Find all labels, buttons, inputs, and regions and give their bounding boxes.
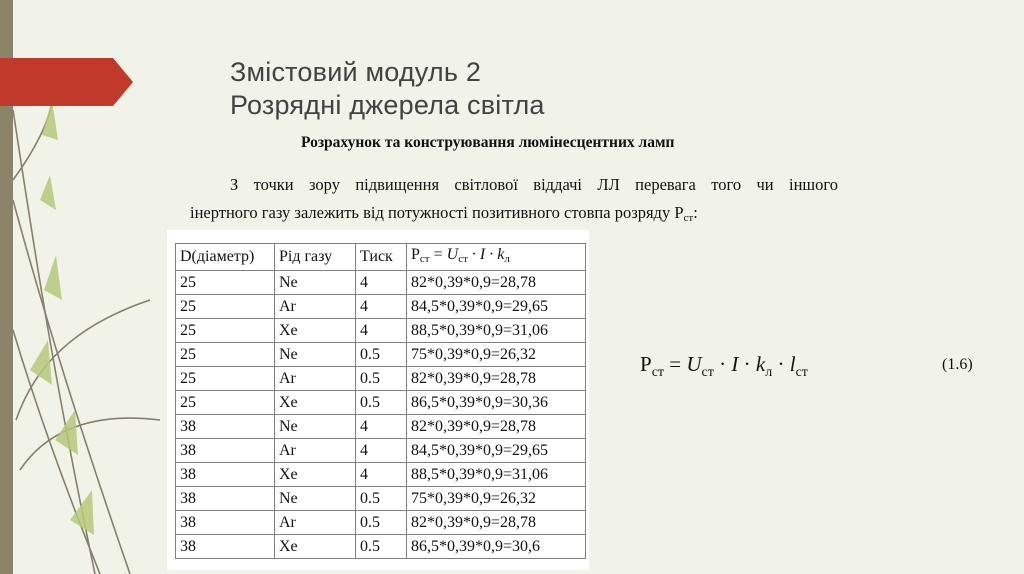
header-formula-sub2: ст — [458, 253, 468, 265]
gas-power-table — [175, 243, 586, 559]
header-formula — [407, 244, 586, 271]
formula-p-sub: ст — [651, 365, 665, 380]
cell-gas: Xe — [275, 535, 356, 559]
header-formula-sub1: ст — [419, 253, 430, 265]
cell-power: 75*0,39*0,9=26,32 — [407, 343, 586, 367]
cell-diameter: 25 — [176, 343, 275, 367]
cell-pressure: 4 — [356, 439, 407, 463]
cell-diameter: 38 — [176, 487, 275, 511]
cell-power: 82*0,39*0,9=28,78 — [407, 511, 586, 535]
cell-diameter: 25 — [176, 319, 275, 343]
cell-gas: Ar — [275, 295, 356, 319]
slide-title — [230, 56, 545, 122]
cell-power: 86,5*0,39*0,9=30,36 — [407, 391, 586, 415]
header-diameter: D(діаметр) — [176, 244, 275, 271]
table-row — [176, 463, 586, 487]
paragraph-line-1: З точки зору підвищення світлової віддачі ЛЛ перевага того чи іншого — [230, 175, 838, 194]
equation-number: (1.6) — [942, 356, 973, 373]
cell-diameter: 38 — [176, 511, 275, 535]
formula-dot-3: · — [772, 352, 790, 376]
cell-pressure: 0.5 — [356, 535, 407, 559]
formula-l-sub: ст — [795, 365, 808, 380]
header-formula-eq: = — [429, 246, 447, 263]
paragraph-line-2 — [190, 199, 838, 232]
power-formula — [640, 352, 808, 381]
cell-pressure: 4 — [356, 295, 407, 319]
cell-diameter: 38 — [176, 439, 275, 463]
cell-diameter: 25 — [176, 271, 275, 295]
table-row — [176, 343, 586, 367]
cell-diameter: 38 — [176, 415, 275, 439]
title-accent-arrow — [0, 58, 133, 106]
cell-gas: Ne — [275, 343, 356, 367]
paragraph-end: : — [693, 203, 698, 222]
header-formula-p: Р — [411, 246, 420, 263]
table-body — [176, 271, 586, 559]
header-gas: Рід газу — [275, 244, 356, 271]
cell-power: 88,5*0,39*0,9=31,06 — [407, 463, 586, 487]
table-row — [176, 367, 586, 391]
table-row — [176, 511, 586, 535]
header-formula-u: U — [446, 246, 459, 263]
table-row — [176, 319, 586, 343]
leaf-shape — [55, 410, 78, 455]
cell-pressure: 4 — [356, 463, 407, 487]
cell-gas: Xe — [275, 391, 356, 415]
formula-u-sub: ст — [701, 365, 714, 380]
cell-power: 84,5*0,39*0,9=29,65 — [407, 439, 586, 463]
table-header-row — [176, 244, 586, 271]
leaf-shape — [42, 100, 58, 140]
table-row — [176, 415, 586, 439]
cell-pressure: 0.5 — [356, 343, 407, 367]
table-row — [176, 391, 586, 415]
cell-gas: Ar — [275, 439, 356, 463]
formula-k-sub: л — [765, 365, 773, 380]
cell-pressure: 4 — [356, 415, 407, 439]
header-formula-rest: · I · k — [467, 246, 505, 263]
cell-pressure: 0.5 — [356, 391, 407, 415]
branch-line — [20, 418, 160, 470]
cell-pressure: 4 — [356, 319, 407, 343]
cell-diameter: 25 — [176, 391, 275, 415]
cell-gas: Ar — [275, 367, 356, 391]
section-heading: Розрахунок та конструювання люмінесцентних ламп — [301, 134, 675, 151]
table-row — [176, 535, 586, 559]
cell-gas: Ne — [275, 271, 356, 295]
table-row — [176, 439, 586, 463]
table-row — [176, 271, 586, 295]
title-line-2: Розрядні джерела світла — [230, 90, 545, 120]
table-image-panel — [167, 230, 589, 570]
leaf-shape — [40, 175, 56, 210]
cell-power: 82*0,39*0,9=28,78 — [407, 415, 586, 439]
cell-power: 75*0,39*0,9=26,32 — [407, 487, 586, 511]
paragraph-line-2-text: інертного газу залежить від потужності позитивного стовпа розряду Р — [190, 203, 684, 222]
cell-power: 86,5*0,39*0,9=30,6 — [407, 535, 586, 559]
cell-diameter: 38 — [176, 463, 275, 487]
cell-gas: Xe — [275, 463, 356, 487]
leaf-shape — [30, 340, 52, 385]
cell-power: 82*0,39*0,9=28,78 — [407, 367, 586, 391]
table-row — [176, 487, 586, 511]
formula-i: I — [731, 352, 739, 376]
formula-l: l — [789, 352, 796, 376]
cell-gas: Ne — [275, 415, 356, 439]
cell-pressure: 0.5 — [356, 367, 407, 391]
cell-diameter: 25 — [176, 295, 275, 319]
body-paragraph — [190, 171, 838, 232]
paragraph-subscript: ст — [683, 212, 694, 224]
cell-diameter: 25 — [176, 367, 275, 391]
formula-u: U — [686, 352, 702, 376]
cell-gas: Ar — [275, 511, 356, 535]
formula-dot-2: · — [738, 352, 756, 376]
formula-p: Р — [640, 352, 652, 376]
cell-pressure: 0.5 — [356, 511, 407, 535]
cell-power: 88,5*0,39*0,9=31,06 — [407, 319, 586, 343]
table-row — [176, 295, 586, 319]
cell-diameter: 38 — [176, 535, 275, 559]
cell-power: 84,5*0,39*0,9=29,65 — [407, 295, 586, 319]
title-line-1: Змістовий модуль 2 — [230, 57, 482, 87]
header-formula-sub3: л — [504, 253, 510, 265]
cell-pressure: 0.5 — [356, 487, 407, 511]
cell-pressure: 4 — [356, 271, 407, 295]
cell-power: 82*0,39*0,9=28,78 — [407, 271, 586, 295]
leaf-shape — [44, 255, 62, 300]
formula-eq: = — [664, 352, 687, 376]
formula-dot-1: · — [713, 352, 732, 376]
branch-line — [13, 100, 52, 180]
cell-gas: Ne — [275, 487, 356, 511]
formula-k: k — [755, 352, 766, 376]
header-pressure: Тиск — [356, 244, 407, 271]
cell-gas: Xe — [275, 319, 356, 343]
